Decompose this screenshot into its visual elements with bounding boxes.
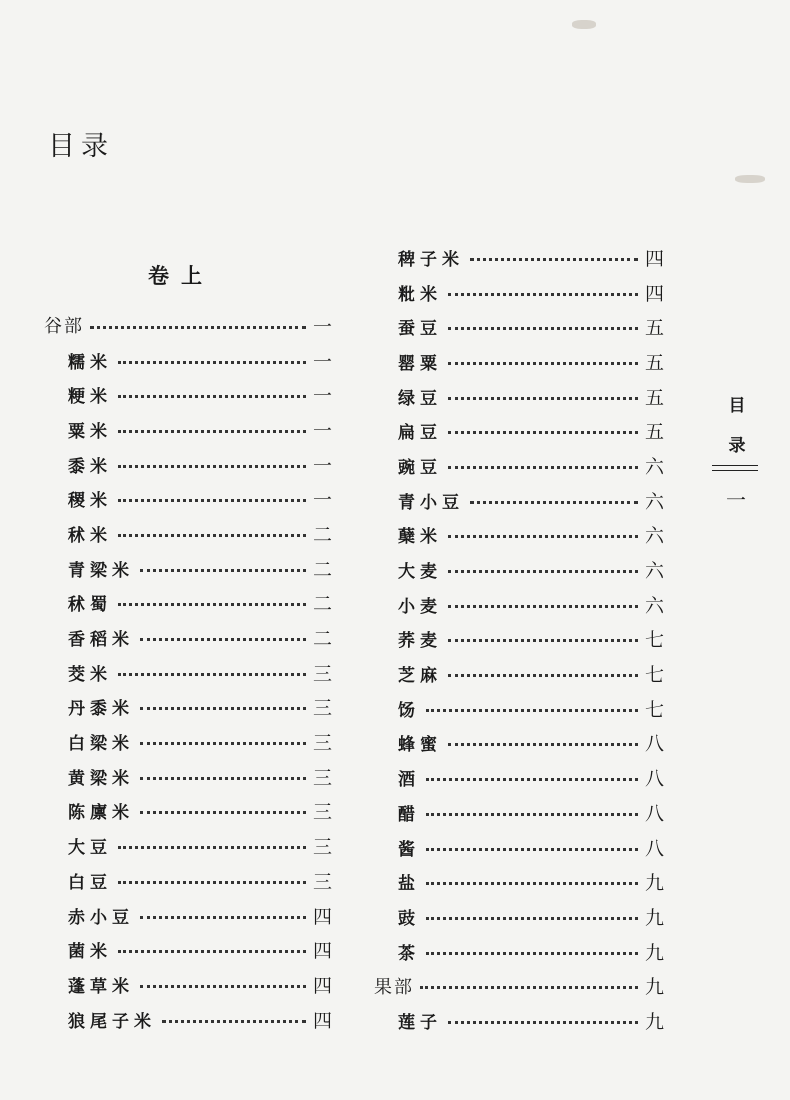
toc-entry-name: 茭米	[68, 664, 112, 685]
toc-entry	[374, 795, 664, 830]
toc-entry-name: 大豆	[68, 838, 112, 859]
leader-dots	[448, 1021, 638, 1024]
leader-dots	[420, 986, 638, 989]
leader-dots	[448, 570, 638, 573]
toc-entry	[44, 586, 332, 621]
toc-entry-name: 稷米	[68, 491, 112, 512]
toc-entry	[374, 726, 664, 761]
toc-entry	[44, 551, 332, 586]
toc-entry-name: 蚕豆	[398, 319, 442, 340]
leader-dots	[140, 985, 306, 988]
toc-entry	[44, 412, 332, 447]
leader-dots	[426, 848, 638, 851]
leader-dots	[426, 882, 638, 885]
leader-dots	[140, 777, 306, 780]
toc-entry-name: 芝麻	[398, 666, 442, 687]
toc-entry-page: 一	[312, 454, 332, 477]
toc-entry-name: 果部	[374, 976, 414, 998]
toc-entry	[374, 1003, 664, 1038]
toc-entry-page: 二	[312, 558, 332, 581]
leader-dots	[118, 846, 306, 849]
toc-entry-page: 四	[644, 247, 664, 270]
leader-dots	[118, 950, 306, 953]
toc-entry-page: 八	[644, 837, 664, 860]
toc-entry-name: 陈廪米	[68, 803, 134, 824]
toc-entry-page: 八	[644, 768, 664, 791]
toc-entry	[44, 690, 332, 725]
leader-dots	[448, 362, 638, 365]
double-rule	[712, 465, 758, 471]
toc-entry	[374, 760, 664, 795]
toc-entry-name: 蓬草米	[68, 976, 134, 997]
toc-entry	[44, 863, 332, 898]
toc-entry-page: 三	[312, 870, 332, 893]
toc-entry-name: 小麦	[398, 596, 442, 617]
toc-left-column	[44, 308, 332, 1036]
leader-dots	[140, 916, 306, 919]
toc-entry-page: 五	[644, 386, 664, 409]
toc-entry-name: 黍米	[68, 456, 112, 477]
toc-entry-page: 二	[312, 628, 332, 651]
leader-dots	[162, 1020, 306, 1023]
toc-entry	[44, 655, 332, 690]
toc-entry-page: 二	[312, 593, 332, 616]
toc-entry-page: 六	[644, 594, 664, 617]
toc-entry-page: 一	[312, 350, 332, 373]
toc-entry	[44, 828, 332, 863]
toc-entry-name: 赤小豆	[68, 907, 134, 928]
leader-dots	[426, 917, 638, 920]
leader-dots	[448, 397, 638, 400]
toc-entry-page: 八	[644, 733, 664, 756]
toc-entry-page: 四	[644, 282, 664, 305]
toc-entry-name: 荞麦	[398, 631, 442, 652]
toc-entry	[374, 968, 664, 1003]
toc-entry-name: 粳米	[68, 387, 112, 408]
leader-dots	[448, 674, 638, 677]
toc-entry	[374, 344, 664, 379]
toc-entry-name: 绿豆	[398, 388, 442, 409]
toc-entry-name: 狼尾子米	[68, 1011, 156, 1032]
leader-dots	[118, 361, 306, 364]
toc-entry-name: 醋	[398, 804, 420, 825]
toc-entry-name: 丹黍米	[68, 699, 134, 720]
toc-entry-page: 二	[312, 523, 332, 546]
toc-right-column	[374, 240, 664, 1038]
toc-entry-name: 酒	[398, 770, 420, 791]
toc-entry	[374, 899, 664, 934]
toc-entry-page: 三	[312, 697, 332, 720]
running-head	[725, 386, 749, 466]
toc-entry-page: 一	[312, 315, 332, 338]
leader-dots	[426, 813, 638, 816]
toc-entry	[374, 448, 664, 483]
toc-entry-name: 豌豆	[398, 457, 442, 478]
leader-dots	[118, 881, 306, 884]
leader-dots	[118, 465, 306, 468]
toc-entry-page: 一	[312, 385, 332, 408]
toc-entry	[374, 379, 664, 414]
toc-entry-page: 三	[312, 801, 332, 824]
leader-dots	[140, 569, 306, 572]
toc-entry	[374, 309, 664, 344]
toc-entry	[44, 794, 332, 829]
toc-entry-page: 五	[644, 421, 664, 444]
toc-entry-page: 九	[644, 976, 664, 999]
toc-entry	[44, 724, 332, 759]
toc-entry-page: 四	[312, 1009, 332, 1032]
toc-entry-page: 九	[644, 872, 664, 895]
toc-entry-name: 酱	[398, 839, 420, 860]
toc-entry	[374, 240, 664, 275]
toc-entry-page: 七	[644, 698, 664, 721]
toc-entry	[374, 656, 664, 691]
toc-entry	[374, 552, 664, 587]
toc-entry-page: 九	[644, 941, 664, 964]
toc-entry-name: 豉	[398, 908, 420, 929]
toc-entry	[44, 377, 332, 412]
toc-entry-name: 白梁米	[68, 734, 134, 755]
toc-entry	[374, 691, 664, 726]
toc-entry-name: 蘖米	[398, 527, 442, 548]
paper-smudge	[735, 175, 765, 183]
toc-entry-name: 盐	[398, 874, 420, 895]
toc-entry-page: 七	[644, 664, 664, 687]
toc-entry-page: 六	[644, 560, 664, 583]
toc-entry	[44, 516, 332, 551]
toc-entry-page: 六	[644, 525, 664, 548]
toc-entry-name: 白豆	[68, 872, 112, 893]
toc-entry	[44, 759, 332, 794]
toc-entry-name: 香稻米	[68, 630, 134, 651]
toc-entry	[44, 898, 332, 933]
toc-entry	[44, 343, 332, 378]
toc-entry-name: 青小豆	[398, 492, 464, 513]
toc-entry	[374, 622, 664, 657]
toc-entry	[44, 620, 332, 655]
leader-dots	[118, 395, 306, 398]
leader-dots	[140, 742, 306, 745]
toc-entry-page: 三	[312, 836, 332, 859]
toc-entry	[44, 967, 332, 1002]
toc-entry-name: 扁豆	[398, 423, 442, 444]
leader-dots	[118, 499, 306, 502]
toc-entry-name: 饧	[398, 700, 420, 721]
running-head-char: 录	[728, 436, 746, 456]
toc-entry-name: 粟米	[68, 421, 112, 442]
toc-entry	[374, 483, 664, 518]
leader-dots	[426, 952, 638, 955]
toc-entry	[44, 481, 332, 516]
volume-heading: 卷上	[148, 263, 214, 288]
toc-entry-name: 粃米	[398, 284, 442, 305]
toc-entry-name: 菌米	[68, 942, 112, 963]
leader-dots	[470, 258, 638, 261]
toc-entry-page: 四	[312, 905, 332, 928]
leader-dots	[448, 535, 638, 538]
toc-entry	[374, 864, 664, 899]
toc-entry	[44, 308, 332, 343]
toc-entry-page: 七	[644, 629, 664, 652]
leader-dots	[448, 605, 638, 608]
leader-dots	[140, 811, 306, 814]
toc-entry	[44, 1002, 332, 1037]
toc-entry	[374, 275, 664, 310]
running-head-char: 目	[728, 396, 746, 416]
leader-dots	[448, 431, 638, 434]
toc-entry	[374, 413, 664, 448]
toc-entry	[44, 932, 332, 967]
toc-entry	[374, 830, 664, 865]
toc-entry-name: 罂粟	[398, 353, 442, 374]
toc-entry-name: 糯米	[68, 352, 112, 373]
leader-dots	[118, 534, 306, 537]
leader-dots	[426, 778, 638, 781]
toc-entry-name: 蜂蜜	[398, 735, 442, 756]
leader-dots	[448, 466, 638, 469]
toc-entry-page: 三	[312, 732, 332, 755]
toc-entry	[44, 447, 332, 482]
toc-entry-page: 八	[644, 802, 664, 825]
leader-dots	[448, 327, 638, 330]
leader-dots	[118, 430, 306, 433]
toc-entry-page: 六	[644, 455, 664, 478]
toc-entry-page: 四	[312, 940, 332, 963]
leader-dots	[118, 603, 306, 606]
leader-dots	[448, 743, 638, 746]
toc-entry-name: 青梁米	[68, 560, 134, 581]
leader-dots	[448, 293, 638, 296]
toc-entry-page: 九	[644, 1010, 664, 1033]
leader-dots	[470, 501, 638, 504]
toc-entry-page: 六	[644, 490, 664, 513]
page-title: 目录	[48, 131, 114, 162]
leader-dots	[426, 709, 638, 712]
toc-entry-page: 九	[644, 906, 664, 929]
toc-entry	[374, 518, 664, 553]
toc-entry-page: 一	[312, 419, 332, 442]
toc-entry-page: 五	[644, 317, 664, 340]
toc-entry-name: 莲子	[398, 1012, 442, 1033]
toc-entry-name: 秫蜀	[68, 595, 112, 616]
leader-dots	[448, 639, 638, 642]
leader-dots	[140, 638, 306, 641]
toc-entry-name: 谷部	[44, 316, 84, 338]
toc-entry-page: 三	[312, 662, 332, 685]
toc-entry-page: 五	[644, 351, 664, 374]
page-number: 一	[726, 488, 746, 512]
toc-entry-name: 黄梁米	[68, 768, 134, 789]
leader-dots	[140, 707, 306, 710]
toc-entry-name: 秫米	[68, 525, 112, 546]
leader-dots	[90, 326, 306, 329]
toc-entry-page: 三	[312, 766, 332, 789]
toc-entry-name: 大麦	[398, 562, 442, 583]
toc-entry	[374, 934, 664, 969]
leader-dots	[118, 673, 306, 676]
toc-entry	[374, 587, 664, 622]
toc-entry-page: 一	[312, 489, 332, 512]
paper-smudge	[572, 20, 596, 29]
toc-entry-page: 四	[312, 974, 332, 997]
toc-entry-name: 茶	[398, 943, 420, 964]
toc-entry-name: 稗子米	[398, 249, 464, 270]
